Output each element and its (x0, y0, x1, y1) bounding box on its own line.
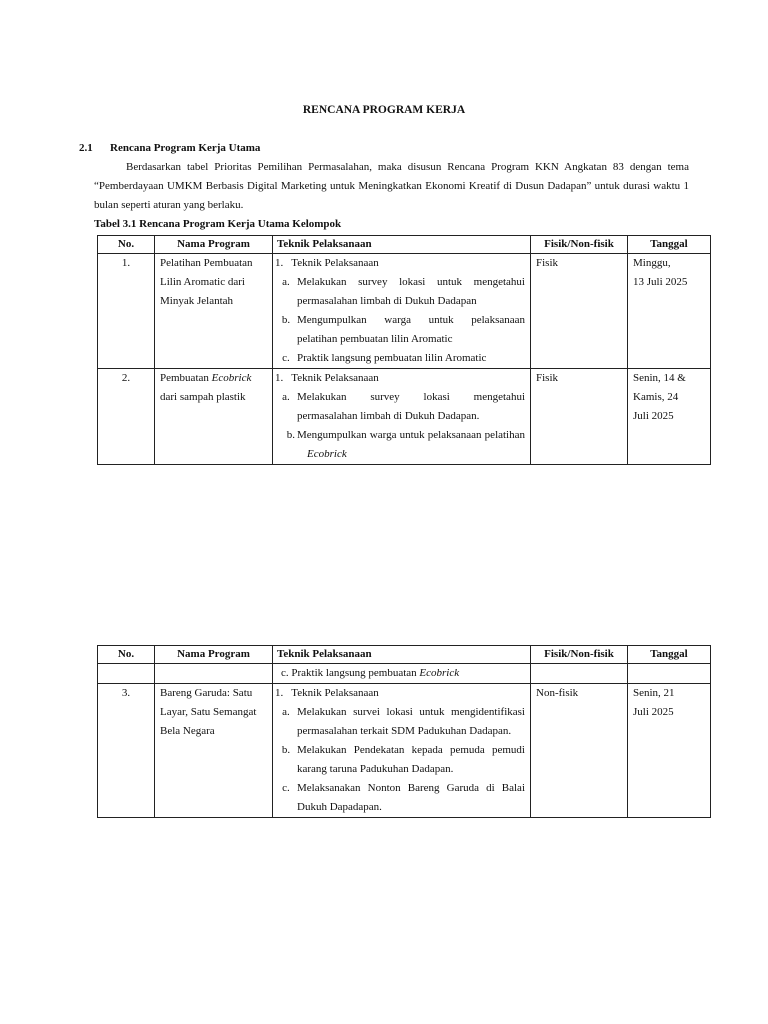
sub-text-line: Mengumpulkan warga untuk pelaksanaan pelatihan (297, 429, 525, 441)
date-cell (628, 254, 711, 369)
type-cell: Fisik (531, 254, 628, 369)
section-title: Rencana Program Kerja Utama (110, 142, 261, 154)
header-program: Nama Program (155, 646, 273, 664)
sub-label: c. (282, 782, 290, 794)
sub-text (297, 388, 525, 426)
sub-label: b. (281, 744, 291, 756)
sub-item (275, 273, 525, 311)
date-line: 13 Juli 2025 (633, 276, 688, 288)
header-tanggal: Tanggal (628, 646, 711, 664)
teknik-cell (273, 254, 531, 369)
program-name-italic: Ecobrick (211, 372, 252, 384)
sub-text-line: karang taruna Padukuhan Dadapan. (297, 763, 454, 775)
sub-text-line: Praktik langsung pembuatan lilin Aromatic (297, 352, 487, 364)
sub-text-line: permasalahan limbah di Dukuh Dadapan. (297, 410, 480, 422)
empty-cell (531, 664, 628, 684)
continuation-italic: Ecobrick (419, 667, 460, 679)
program-table (97, 235, 711, 465)
table-row (98, 369, 711, 465)
program-name-line: dari sampah plastik (160, 391, 246, 403)
continuation-text: c. Praktik langsung pembuatan (281, 667, 420, 679)
sub-label: b. (286, 429, 295, 441)
date-line: Juli 2025 (633, 706, 674, 718)
sub-text (297, 311, 525, 349)
sub-text (297, 779, 525, 817)
sub-text (297, 426, 525, 464)
sub-label: c. (282, 352, 290, 364)
row-number: 1. (98, 254, 155, 369)
date-line: Senin, 21 (633, 687, 675, 699)
table-caption: Tabel 3.1 Rencana Program Kerja Utama Kelompok (94, 218, 342, 230)
sub-label: a. (282, 276, 290, 288)
header-no: No. (98, 646, 155, 664)
sub-item (275, 703, 525, 741)
header-teknik: Teknik Pelaksanaan (273, 236, 531, 254)
program-name (155, 369, 273, 465)
sub-label: a. (282, 391, 290, 403)
table-header-row (98, 646, 711, 664)
empty-cell (155, 664, 273, 684)
type-cell: Non-fisik (531, 684, 628, 818)
empty-cell (98, 664, 155, 684)
sub-text (297, 741, 525, 779)
intro-paragraph-text: Berdasarkan tabel Prioritas Pemilihan Permasalahan, maka disusun Rencana Program KKN Angkatan 83 dengan tema “Pemberdayaan UMKM Berbasis Digital Marketing untuk Meningkatkan Ekonomi Kreatif di Dusun Dadapan” untuk durasi waktu 1 bulan seperti aturan yang berlaku. (94, 161, 689, 211)
sub-item (275, 741, 525, 779)
date-line: Juli 2025 (633, 410, 674, 422)
sub-text-line: Dukuh Dapadapan. (297, 801, 382, 813)
section-number: 2.1 (79, 142, 93, 154)
program-name (155, 684, 273, 818)
program-name-text: Pembuatan (160, 372, 212, 384)
table-row-continuation (98, 664, 711, 684)
step-heading: 1. Teknik Pelaksanaan (275, 372, 379, 384)
sub-text (297, 703, 525, 741)
continuation-cell (273, 664, 531, 684)
intro-paragraph (94, 158, 689, 215)
header-fisik: Fisik/Non-fisik (531, 646, 628, 664)
date-line: Minggu, (633, 257, 671, 269)
program-name-line: Lilin Aromatic dari (160, 276, 245, 288)
sub-text-line: pelatihan pembuatan lilin Aromatic (297, 333, 453, 345)
sub-label: a. (282, 706, 290, 718)
sub-text (297, 273, 525, 311)
teknik-cell (273, 684, 531, 818)
row-number: 2. (98, 369, 155, 465)
sub-item (275, 311, 525, 349)
header-program: Nama Program (155, 236, 273, 254)
date-line: Senin, 14 & (633, 372, 686, 384)
sub-item (275, 779, 525, 817)
sub-text-line: Mengumpulkan warga untuk pelaksanaan (297, 314, 525, 326)
sub-item (275, 388, 525, 426)
sub-item (275, 349, 525, 368)
program-name-line: Minyak Jelantah (160, 295, 234, 307)
program-name-line: Layar, Satu Semangat (160, 706, 257, 718)
program-name-line: Pelatihan Pembuatan (160, 257, 253, 269)
sub-text-line: Melakukan survey lokasi mengetahui (297, 391, 525, 403)
date-cell (628, 369, 711, 465)
date-line: Kamis, 24 (633, 391, 679, 403)
step-heading: 1. Teknik Pelaksanaan (275, 687, 379, 699)
teknik-cell (273, 369, 531, 465)
program-name-line (160, 369, 267, 388)
header-tanggal: Tanggal (628, 236, 711, 254)
row-number: 3. (98, 684, 155, 818)
date-cell (628, 684, 711, 818)
table-header-row (98, 236, 711, 254)
page-title: RENCANA PROGRAM KERJA (302, 104, 466, 116)
sub-text-line: Melakukan Pendekatan kepada pemuda pemudi (297, 744, 525, 756)
program-name-line: Bareng Garuda: Satu (160, 687, 253, 699)
sub-text-line: permasalahan terkait SDM Padukuhan Dadapan. (297, 725, 512, 737)
program-name-line: Bela Negara (160, 725, 215, 737)
sub-text-line: Melakukan survey lokasi untuk mengetahui (297, 276, 525, 288)
sub-text (297, 349, 525, 368)
type-cell: Fisik (531, 369, 628, 465)
header-no: No. (98, 236, 155, 254)
step-heading: 1. Teknik Pelaksanaan (275, 257, 379, 269)
table-row (98, 684, 711, 818)
empty-cell (628, 664, 711, 684)
program-name (155, 254, 273, 369)
sub-text-line: Melaksanakan Nonton Bareng Garuda di Balai (297, 782, 525, 794)
sub-label: b. (281, 314, 291, 326)
sub-text-italic: Ecobrick (307, 448, 347, 460)
sub-text-line: Melakukan survei lokasi untuk mengidentifikasi (297, 706, 525, 718)
header-teknik: Teknik Pelaksanaan (273, 646, 531, 664)
sub-text-line: permasalahan limbah di Dukuh Dadapan (297, 295, 477, 307)
table-row (98, 254, 711, 369)
sub-item (275, 426, 525, 464)
program-table-continued (97, 645, 711, 818)
header-fisik: Fisik/Non-fisik (531, 236, 628, 254)
